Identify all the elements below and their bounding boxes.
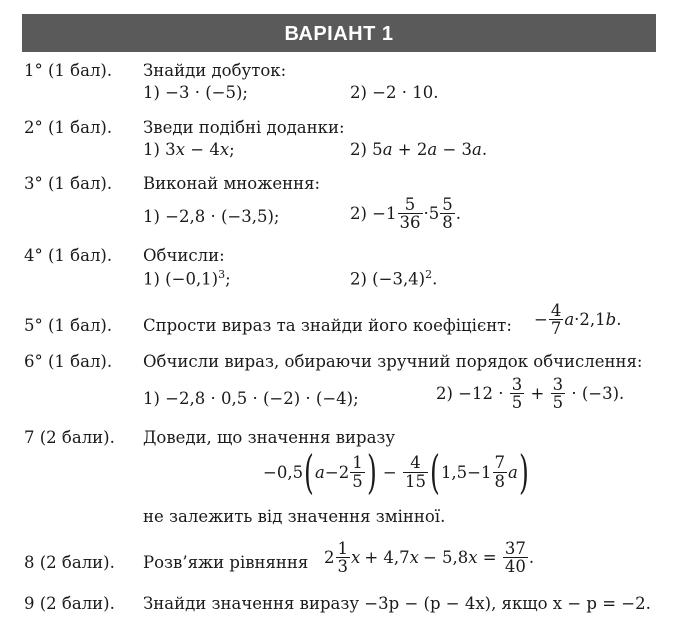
- task-7-expression: −0,5 ( a −2 $\frac{1}{5}$ ) − $\frac{4}{15}$ ( 1,5−1 $\frac{7}{8}$ a ): [263, 445, 529, 499]
- task-6-part-2: 2) −12 · $\frac{3}{5}$ + $\frac{3}{5}$ · (−3).: [436, 375, 625, 413]
- fraction: $\frac{37}{40}$: [504, 539, 526, 577]
- task-5-label: 5° (1 бал).: [24, 316, 113, 335]
- task-2-part-1: 1) 3x − 4x;: [143, 140, 235, 159]
- task-6-label: 6° (1 бал).: [24, 352, 113, 371]
- task-3-part-1: 1) −2,8 · (−3,5);: [143, 207, 280, 226]
- task-7-conclusion: не залежить від значення змінної.: [143, 507, 446, 526]
- fraction: $\frac{4}{7}$: [550, 301, 562, 339]
- task-9-prompt: Знайди значення виразу −3p − (p − 4x), якщо x − p = −2.: [143, 594, 651, 613]
- fraction: $\frac{3}{5}$: [552, 375, 564, 413]
- task-4-part-1: 1) $(-0,1)^3$;: [143, 268, 231, 289]
- fraction: $\frac{5}{8}$: [442, 195, 453, 233]
- task-1-label: 1° (1 бал).: [24, 61, 113, 80]
- task-9-label: 9 (2 бали).: [24, 594, 115, 613]
- task-5-expression: − $\frac{4}{7}$ a ·2,1 b .: [534, 301, 622, 339]
- fraction: $\frac{1}{3}$: [337, 539, 348, 577]
- fraction: $\frac{1}{5}$: [352, 453, 363, 491]
- fraction: $\frac{4}{15}$: [404, 453, 426, 491]
- task-5-prompt: Спрости вираз та знайди його коефіцієнт:: [143, 316, 512, 335]
- task-3-prompt: Виконай множення:: [143, 174, 321, 193]
- task-1-prompt: Знайди добуток:: [143, 61, 287, 80]
- task-6-part-1: 1) −2,8 · 0,5 · (−2) · (−4);: [143, 389, 359, 408]
- variant-header: ВАРІАНТ 1: [22, 14, 656, 52]
- task-2-part-2: 2) 5a + 2a − 3a.: [350, 140, 488, 159]
- task-1-part-1: 1) −3 · (−5);: [143, 83, 248, 102]
- task-7-label: 7 (2 бали).: [24, 428, 115, 447]
- fraction: $\frac{7}{8}$: [494, 453, 506, 491]
- fraction: $\frac{5}{36}$: [399, 195, 421, 233]
- task-8-prompt: Розв’яжи рівняння: [143, 553, 309, 572]
- task-2-prompt: Зведи подібні доданки:: [143, 118, 345, 137]
- task-2-label: 2° (1 бал).: [24, 118, 113, 137]
- task-3-label: 3° (1 бал).: [24, 174, 113, 193]
- task-4-prompt: Обчисли:: [143, 246, 225, 265]
- task-8-equation: 2 $\frac{1}{3}$ x + 4,7 x − 5,8 x = $\frac{37}{40}$ .: [324, 539, 535, 577]
- task-4-label: 4° (1 бал).: [24, 246, 113, 265]
- task-6-prompt: Обчисли вираз, обираючи зручний порядок обчислення:: [143, 352, 643, 371]
- task-4-part-2: 2) $(-3,4)^2$.: [350, 268, 438, 289]
- task-1-part-2: 2) −2 · 10.: [350, 83, 439, 102]
- fraction: $\frac{3}{5}$: [511, 375, 523, 413]
- task-8-label: 8 (2 бали).: [24, 553, 115, 572]
- task-7-prompt: Доведи, що значення виразу: [143, 428, 396, 447]
- task-3-part-2: 2) −1 $\frac{5}{36}$ ·5 $\frac{5}{8}$ .: [350, 195, 462, 233]
